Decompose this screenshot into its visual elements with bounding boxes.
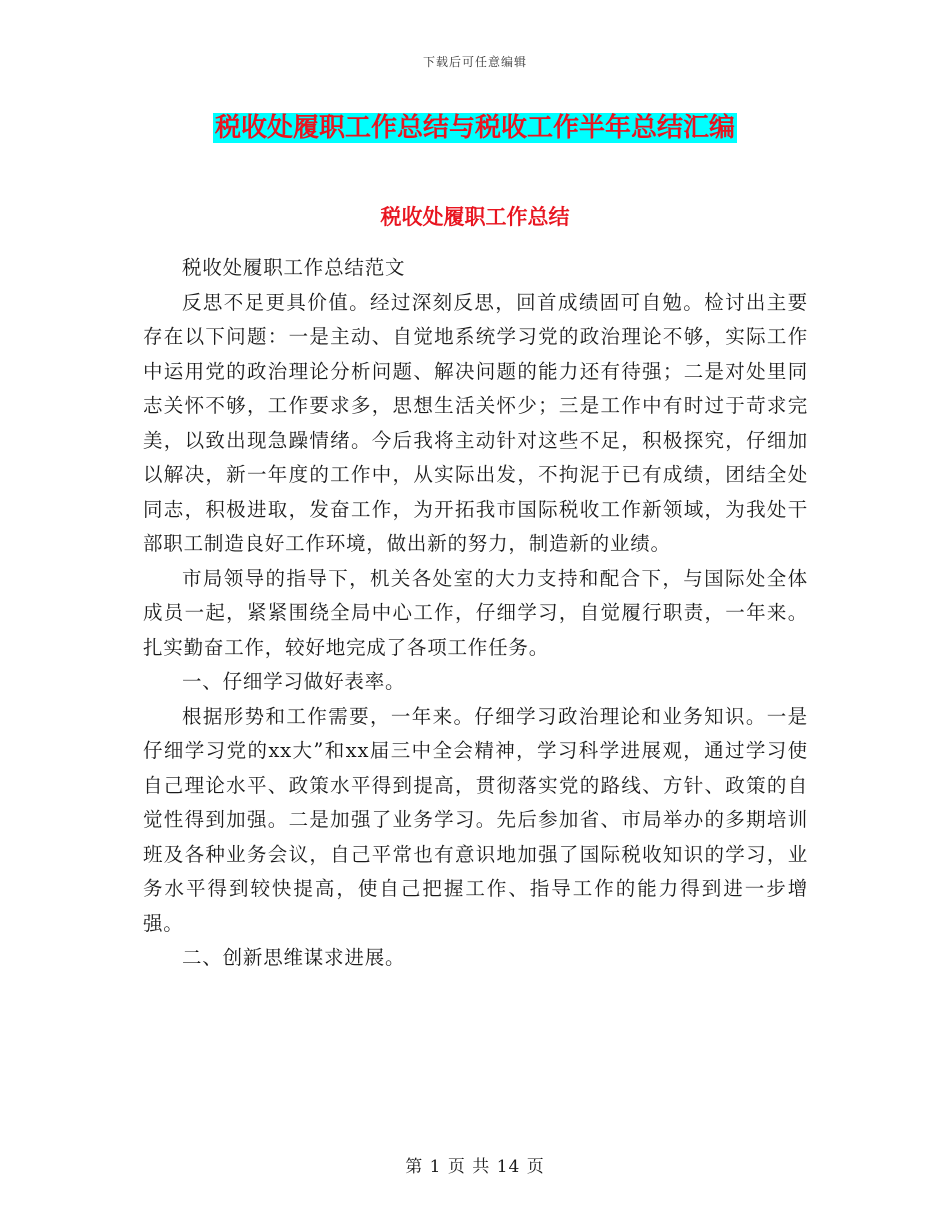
section-title: 税收处履职工作总结	[380, 205, 570, 229]
header-note: 下载后可任意编辑	[422, 55, 527, 69]
paragraph: 反思不足更具价值。经过深刻反思，回首成绩固可自勉。检讨出主要存在以下问题：一是主动、自觉地系统学习党的政治理论不够，实际工作中运用党的政治理论分析问题、解决问题的能力还有待强；二是对处里同志关怀不够，工作要求多，思想生活关怀少；三是工作中有时过于苛求完美，以致出现急躁情绪。今后我将主动针对这些不足，积极探究，仔细加以解决，新一年度的工作中，从实际出发，不拘泥于已有成绩，团结全处同志，积极进取，发奋工作，为开拓我市国际税收工作新领域，为我处干部职工制造良好工作环境，做出新的努力，制造新的业绩。	[143, 290, 808, 555]
paragraph: 二、创新思维谋求进展。	[182, 946, 406, 969]
paragraph: 税收处履职工作总结范文	[182, 256, 406, 279]
document-title	[0, 110, 950, 146]
paragraph: 一、仔细学习做好表率。	[182, 670, 406, 693]
document-body	[143, 251, 808, 976]
paragraph: 根据形势和工作需要，一年来。仔细学习政治理论和业务知识。一是仔细学习党的xx大”和xx届三中全会精神，学习科学进展观，通过学习使自己理论水平、政策水平得到提高，贯彻落实党的路线、方针、政策的自觉性得到加强。二是加强了业务学习。先后参加省、市局举办的多期培训班及各种业务会议，自己平常也有意识地加强了国际税收知识的学习，业务水平得到较快提高，使自己把握工作、指导工作的能力得到进一步增强。	[143, 704, 808, 935]
document-title-text: 税收处履职工作总结与税收工作半年总结汇编	[214, 113, 735, 143]
page-number: 第 1 页 共 14 页	[405, 1157, 545, 1177]
paragraph: 市局领导的指导下，机关各处室的大力支持和配合下，与国际处全体成员一起，紧紧围绕全局中心工作，仔细学习，自觉履行职责，一年来。扎实勤奋工作，较好地完成了各项工作任务。	[143, 566, 808, 659]
